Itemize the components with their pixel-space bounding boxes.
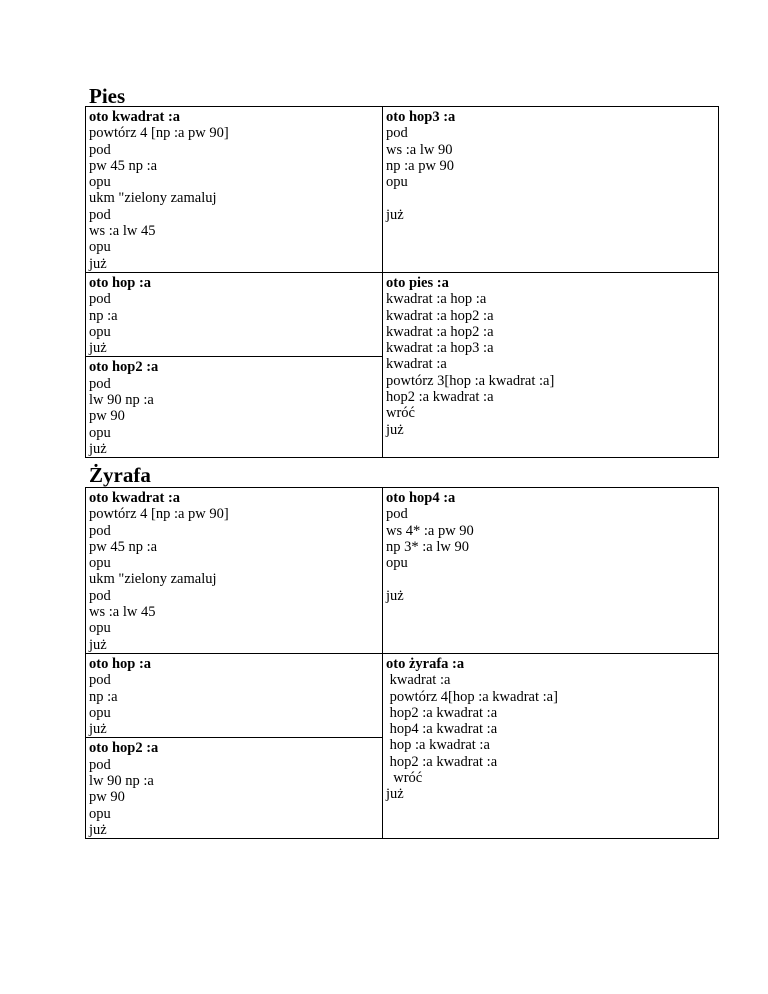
code-line: ukm "zielony zamaluj xyxy=(89,571,217,588)
code-line: pod xyxy=(89,672,111,689)
code-table-zyrafa xyxy=(85,487,719,839)
code-line: już xyxy=(89,440,107,457)
code-line: już xyxy=(386,587,404,604)
code-line: opu xyxy=(89,174,111,191)
proc-header: oto hop :a xyxy=(89,655,152,672)
code-line: pod xyxy=(386,506,408,523)
code-line: powtórz 3[hop :a kwadrat :a] xyxy=(386,372,555,389)
proc-cell-hop3 xyxy=(383,107,719,273)
code-line: hop4 :a kwadrat :a xyxy=(386,721,498,738)
code-line: opu xyxy=(386,174,408,191)
code-line: ws :a lw 90 xyxy=(386,141,453,158)
proc-cell-hop xyxy=(86,272,383,356)
code-line: ws 4* :a pw 90 xyxy=(386,522,474,539)
code-line xyxy=(386,571,715,587)
proc-header: oto kwadrat :a xyxy=(89,490,181,506)
code-line: pod xyxy=(89,141,111,158)
code-line: kwadrat :a xyxy=(386,672,451,689)
code-line: kwadrat :a hop2 :a xyxy=(386,307,494,324)
code-line: hop2 :a kwadrat :a xyxy=(386,389,494,406)
code-line: ws :a lw 45 xyxy=(89,223,156,240)
code-line: już xyxy=(89,721,107,738)
code-line: pod xyxy=(89,206,111,223)
proc-header: oto hop :a xyxy=(89,274,152,291)
proc-header: oto hop4 :a xyxy=(386,490,456,506)
code-line: ws :a lw 45 xyxy=(89,604,156,621)
proc-cell-kwadrat xyxy=(86,488,383,654)
section-title-zyrafa: Żyrafa xyxy=(89,463,151,487)
code-line: pw 45 np :a xyxy=(89,157,158,174)
code-line: pod xyxy=(89,587,111,604)
proc-header: oto kwadrat :a xyxy=(89,109,181,125)
proc-header: oto hop2 :a xyxy=(89,359,159,376)
proc-cell-hop4 xyxy=(383,488,719,654)
code-line: już xyxy=(386,786,404,803)
code-line: już xyxy=(89,255,107,272)
code-line: wróć xyxy=(386,770,423,787)
code-line: hop2 :a kwadrat :a xyxy=(386,753,498,770)
code-line: już xyxy=(89,636,107,653)
code-line: np :a xyxy=(89,307,118,324)
proc-header: oto hop2 :a xyxy=(89,740,159,757)
proc-header: oto hop3 :a xyxy=(386,109,456,125)
code-line: pod xyxy=(89,375,111,392)
code-line: np :a xyxy=(89,688,118,705)
proc-header: oto pies :a xyxy=(386,274,449,291)
code-line: już xyxy=(386,206,404,223)
code-line: opu xyxy=(89,424,111,441)
code-line: lw 90 np :a xyxy=(89,773,154,790)
code-line: np :a pw 90 xyxy=(386,157,455,174)
code-line: hop2 :a kwadrat :a xyxy=(386,704,498,721)
code-line: już xyxy=(386,421,404,438)
proc-cell-kwadrat xyxy=(86,107,383,273)
code-line: pod xyxy=(89,756,111,773)
code-line: opu xyxy=(89,239,111,256)
code-line: pw 90 xyxy=(89,408,125,425)
code-line: kwadrat :a hop2 :a xyxy=(386,323,494,340)
proc-cell-hop2 xyxy=(86,738,383,839)
code-line: np 3* :a lw 90 xyxy=(386,538,469,555)
code-line: pod xyxy=(89,522,111,539)
proc-cell-hop2 xyxy=(86,357,383,458)
code-line: już xyxy=(89,821,107,838)
code-line: powtórz 4 [np :a pw 90] xyxy=(89,125,229,142)
code-line: opu xyxy=(89,704,111,721)
code-line: powtórz 4[hop :a kwadrat :a] xyxy=(386,688,558,705)
code-line: pod xyxy=(386,125,408,142)
code-line: opu xyxy=(89,555,111,572)
section-title-pies: Pies xyxy=(89,84,126,108)
proc-cell-zyrafa xyxy=(383,653,719,838)
code-line: pw 45 np :a xyxy=(89,538,158,555)
code-line: opu xyxy=(89,620,111,637)
proc-cell-pies xyxy=(383,272,719,457)
proc-header: oto żyrafa :a xyxy=(386,655,465,672)
code-line: kwadrat :a hop :a xyxy=(386,291,487,308)
code-line xyxy=(386,190,715,206)
code-line: już xyxy=(89,340,107,357)
code-line: opu xyxy=(386,555,408,572)
code-line: kwadrat :a hop3 :a xyxy=(386,340,494,357)
code-line: pw 90 xyxy=(89,789,125,806)
code-line: pod xyxy=(89,291,111,308)
code-line: lw 90 np :a xyxy=(89,392,154,409)
code-line: opu xyxy=(89,805,111,822)
code-line: powtórz 4 [np :a pw 90] xyxy=(89,506,229,523)
code-line: wróć xyxy=(386,405,415,422)
code-line: opu xyxy=(89,323,111,340)
code-line: hop :a kwadrat :a xyxy=(386,737,490,754)
code-line: kwadrat :a xyxy=(386,356,447,373)
proc-cell-hop xyxy=(86,653,383,737)
code-line: ukm "zielony zamaluj xyxy=(89,190,217,207)
code-table-pies xyxy=(85,106,719,458)
